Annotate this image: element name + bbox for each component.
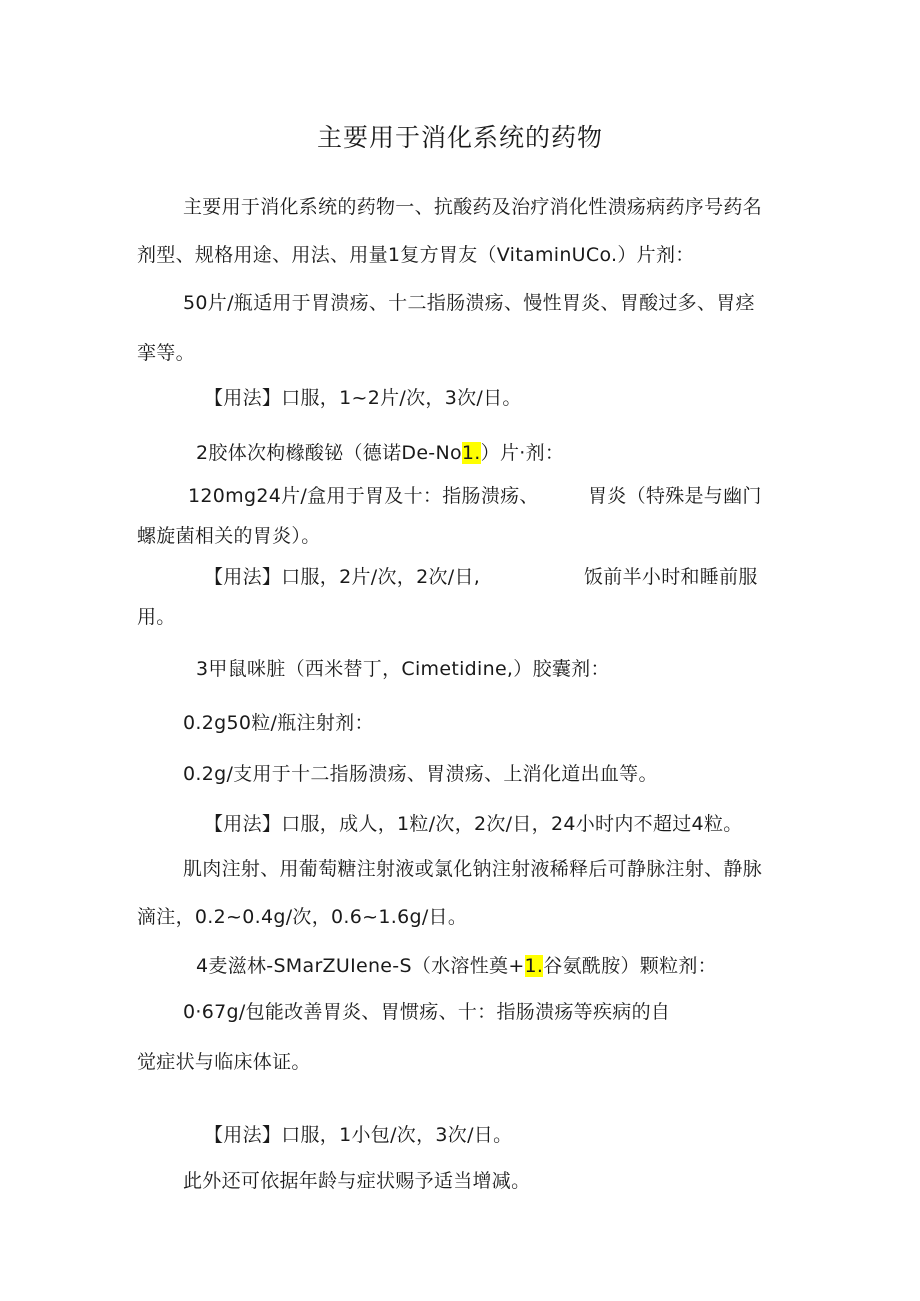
drug2-usage-a: 【用法】口服，2片/次，2次/日, — [204, 566, 481, 588]
drug3-injection-line-2: 滴注，0.2~0.4g/次，0.6~1.6g/日。 — [137, 906, 468, 928]
drug4-name-highlight: 1. — [524, 955, 544, 977]
drug2-usage-c: 用。 — [137, 606, 176, 628]
drug4-usage: 【用法】口服，1小包/次，3次/日。 — [204, 1124, 513, 1146]
drug4-name-suffix: 谷氨酰胺）颗粒剂： — [543, 955, 717, 977]
intro-line-1: 主要用于消化系统的药物一、抗酸药及治疗消化性溃疡病药序号药名 — [183, 196, 763, 218]
drug2-name-highlight: 1. — [461, 442, 481, 464]
drug3-usage: 【用法】口服，成人，1粒/次，2次/日，24小时内不超过4粒。 — [204, 813, 743, 835]
drug2-name-suffix: ）片·剂： — [480, 442, 565, 464]
drug4-name-text: 4麦滋林-SMarZUIene-S（水溶性奠+ — [196, 955, 525, 977]
intro-line-2: 剂型、规格用途、用法、用量1复方胃友（VitaminUCo.）片剂： — [137, 244, 695, 266]
drug2-name-text: 2胶体次枸橼酸铋（德诺De-No — [196, 442, 462, 464]
drug3-spec-line-2: 0.2g/支用于十二指肠溃疡、胃溃疡、上消化道出血等。 — [183, 763, 658, 785]
drug2-name — [196, 440, 564, 466]
drug3-name: 3甲鼠咪脏（西米替丁，Cimetidine,）胶囊剂： — [196, 658, 610, 680]
drug4-name — [196, 953, 717, 979]
drug2-spec-line-1b: 胃炎（特殊是与幽门 — [588, 485, 762, 507]
drug2-usage-b: 饭前半小时和睡前服 — [584, 566, 758, 588]
drug2-spec-line-1a: 120mg24片/盒用于胃及十：指肠溃疡、 — [188, 485, 539, 507]
document-title: 主要用于消化系统的药物 — [316, 123, 603, 152]
drug1-spec-line-2: 挛等。 — [137, 342, 195, 364]
drug4-spec-line-2: 觉症状与临床体证。 — [137, 1051, 311, 1073]
drug3-injection-line-1: 肌肉注射、用葡萄糖注射液或氯化钠注射液稀释后可静脉注射、静脉 — [183, 858, 763, 880]
drug4-spec-line-1: 0·67g/包能改善胃炎、胃惯疡、十：指肠溃疡等疾病的自 — [183, 1001, 671, 1023]
drug3-spec-line-1: 0.2g50粒/瓶注射剂： — [183, 712, 374, 734]
drug1-usage: 【用法】口服，1~2片/次，3次/日。 — [204, 387, 522, 409]
drug1-spec-line-1: 50片/瓶适用于胃溃疡、十二指肠溃疡、慢性胃炎、胃酸过多、胃痉 — [183, 292, 755, 314]
drug2-spec-line-2: 螺旋菌相关的胃炎）。 — [137, 525, 321, 547]
closing-note: 此外还可依据年龄与症状赐予适当增减。 — [183, 1170, 531, 1192]
